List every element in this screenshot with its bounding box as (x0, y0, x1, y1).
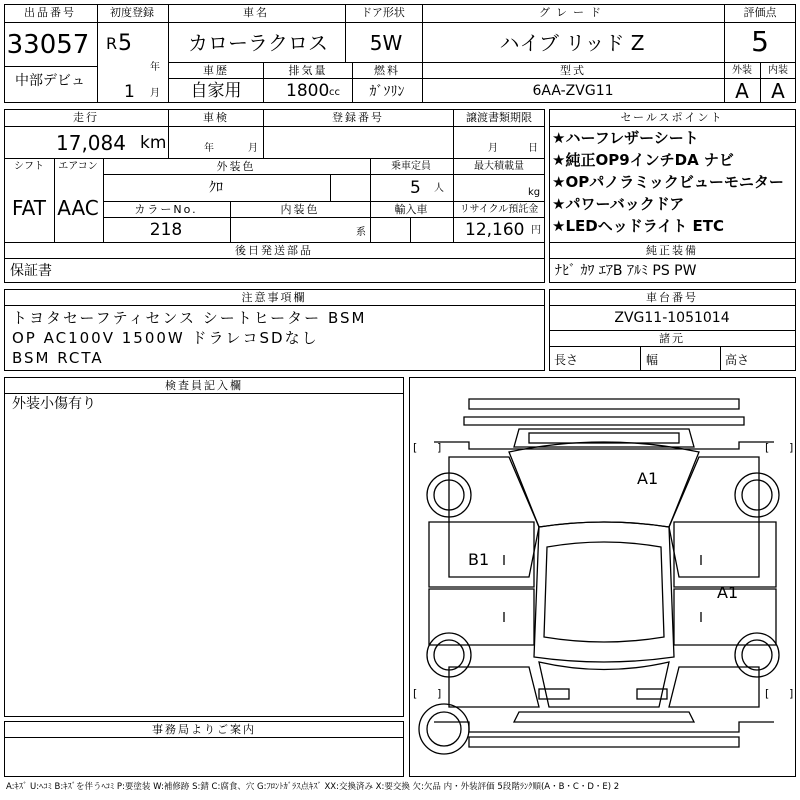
year-unit: 年 (150, 62, 160, 73)
transfer-month-unit: 月 (488, 143, 498, 154)
interior-grade: A (771, 79, 785, 103)
later-parts: 保証書 (10, 263, 52, 279)
chassis-number-label: 車台番号 (646, 291, 698, 304)
svg-text:]: ] (437, 687, 442, 700)
sales-point-item: ★ハーフレザーシート (552, 129, 699, 147)
recycle-label: リサイクル預託金 (459, 204, 539, 215)
aircon-label: エアコン (58, 161, 98, 172)
history-label: 車歴 (203, 64, 229, 77)
inspection-label: 車検 (203, 111, 229, 124)
sales-points-label: セールスポイント (620, 111, 724, 124)
lot-number: 33057 (6, 30, 90, 60)
notes-label: 注意事項欄 (241, 291, 307, 304)
standard-equipment: ﾅﾋﾞ ｶﾜ ｴｱB ｱﾙﾐ PS PW (555, 263, 697, 279)
interior-color-label: 内装色 (280, 203, 320, 216)
era: R (106, 34, 118, 53)
inspection-month-unit: 月 (248, 143, 258, 154)
reg-year: 5 (118, 31, 132, 56)
door-label: ドア形状 (361, 6, 405, 19)
height-label: 高さ (725, 353, 750, 367)
color-number: 218 (149, 220, 183, 240)
department: 中部デビュ (15, 73, 85, 89)
inspection-year-unit: 年 (204, 143, 214, 154)
svg-text:[: [ (765, 441, 770, 454)
interior-label: 内装 (768, 65, 788, 76)
import-label: 輸入車 (394, 203, 428, 216)
specs-label: 諸元 (659, 332, 685, 345)
damage-mark-rear-door-right: A1 (717, 583, 739, 602)
exterior-grade: A (735, 79, 749, 103)
office-label: 事務局よりご案内 (152, 723, 256, 736)
transfer-day-unit: 日 (528, 143, 538, 154)
model-label: 型式 (560, 64, 586, 77)
score: 5 (751, 25, 769, 58)
model-code: 6AA-ZVG11 (532, 83, 614, 99)
note-line: BSM RCTA (12, 349, 104, 367)
mileage: 17,084 (56, 131, 126, 155)
month-unit: 月 (150, 88, 160, 99)
standard-equipment-label: 純正装備 (646, 244, 698, 257)
registration-label: 登録番号 (332, 111, 384, 124)
mileage-unit: km (140, 133, 167, 153)
damage-mark-front-door-left: B1 (468, 550, 490, 569)
length-label: 長さ (554, 353, 579, 367)
seats-label: 乗車定員 (391, 161, 431, 172)
grade: ハイブ リッド Z (499, 31, 645, 55)
interior-color-unit: 系 (356, 227, 366, 238)
car-name-label: 車名 (243, 6, 269, 19)
sales-point-item: ★OPパノラミックビューモニター (552, 173, 784, 191)
displacement-unit: cc (329, 87, 340, 98)
mileage-label: 走行 (73, 111, 99, 124)
recycle-fee: 12,160 (465, 220, 525, 240)
displacement-label: 排気量 (288, 64, 328, 77)
seats-unit: 人 (434, 183, 444, 194)
door-type: 5W (369, 31, 403, 55)
color-number-label: カラーNo. (134, 203, 198, 216)
score-label: 評価点 (743, 6, 777, 19)
exterior-label: 外装 (732, 65, 752, 76)
exterior-color: ｸﾛ (209, 180, 223, 196)
inspector-comment: 外装小傷有り (12, 396, 96, 412)
reg-month: 1 (124, 82, 135, 102)
seats: 5 (410, 178, 421, 198)
lot-number-label: 出品番号 (24, 6, 76, 19)
transfer-deadline-label: 譲渡書類期限 (466, 111, 532, 124)
svg-text:[: [ (413, 441, 418, 454)
sales-point-item: ★LEDヘッドライト ETC (552, 217, 724, 235)
displacement: 1800 (286, 81, 330, 101)
svg-text:]: ] (437, 441, 442, 454)
legend: A:ｷｽﾞ U:ﾍｺﾐ B:ｷｽﾞを伴うﾍｺﾐ P:要塗装 W:補修跡 S:錆 C:腐食、穴 G:ﾌﾛﾝﾄｶﾞﾗｽ点ｷｽﾞ XX:交換済み X:要交換 欠:欠品 内・外装評価 5段階ﾗﾝｸ順(A・B・C・D・E) 2 (6, 782, 620, 792)
recycle-unit: 円 (531, 225, 541, 236)
first-registration-label: 初度登録 (110, 6, 154, 19)
exterior-color-label: 外装色 (216, 160, 256, 173)
max-load-label: 最大積載量 (474, 161, 524, 172)
svg-text:[: [ (765, 687, 770, 700)
damage-mark-roof: A1 (637, 469, 659, 488)
inspector-section (4, 377, 404, 717)
svg-text:[: [ (413, 687, 418, 700)
history: 自家用 (190, 81, 242, 101)
chassis-number: ZVG11-1051014 (614, 310, 730, 326)
svg-text:]: ] (789, 441, 794, 454)
shift-label: シフト (14, 161, 44, 172)
inspector-label: 検査員記入欄 (165, 379, 243, 392)
later-parts-label: 後日発送部品 (235, 244, 313, 257)
svg-text:]: ] (789, 687, 794, 700)
sales-point-item: ★パワーバックドア (552, 195, 685, 213)
note-line: OP AC100V 1500W ドラレコSDなし (12, 329, 319, 347)
car-name: カローラクロス (188, 31, 328, 55)
max-load-unit: kg (528, 187, 541, 198)
grade-label: グレード (539, 6, 607, 19)
fuel: ｶﾞｿﾘﾝ (369, 84, 405, 100)
fuel-label: 燃料 (374, 64, 400, 77)
note-line: トヨタセーフティセンス シートヒーター BSM (12, 309, 367, 327)
sales-point-item: ★純正OP9インチDA ナビ (552, 151, 734, 169)
width-label: 幅 (646, 353, 659, 367)
car-diagram-svg (409, 377, 796, 777)
shift: FAT (11, 196, 47, 220)
aircon: AAC (57, 196, 99, 220)
